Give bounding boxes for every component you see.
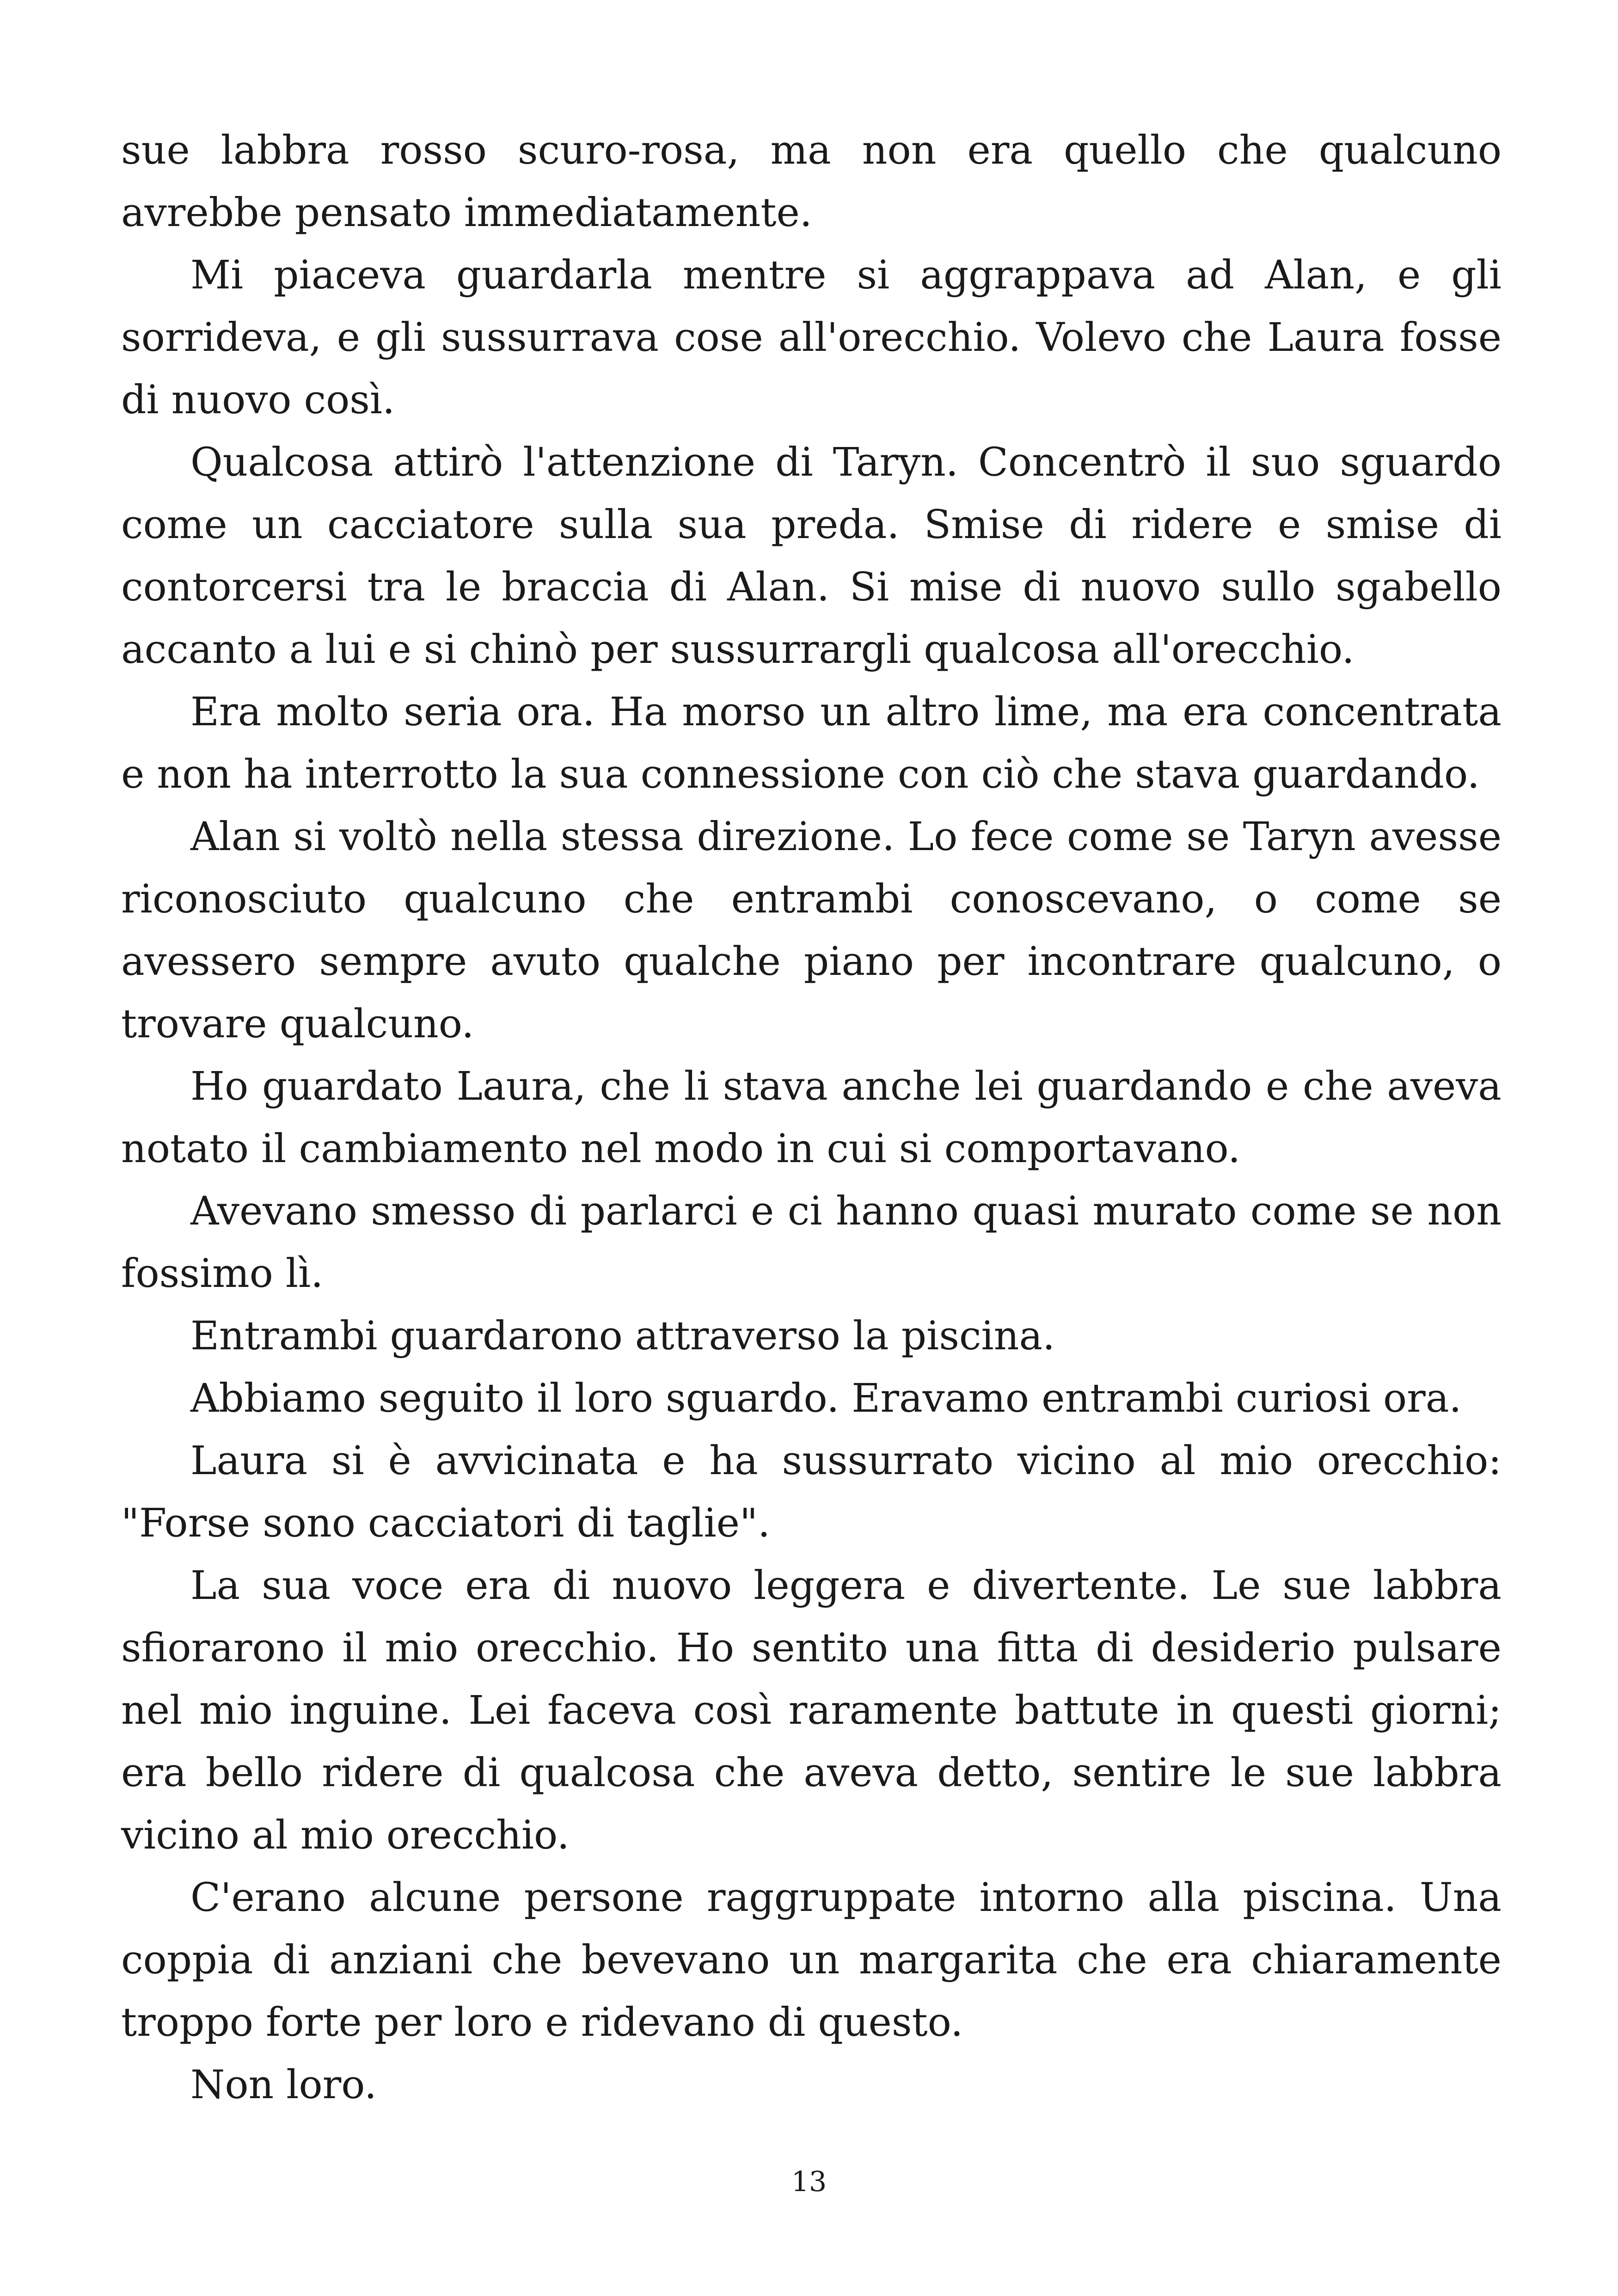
paragraph: Era molto seria ora. Ha morso un altro lime, ma era concentrata e non ha interrotto la sua connessione con ciò che stava guardando. [121, 689, 1502, 797]
paragraph: Non loro. [190, 2062, 377, 2108]
paragraph: Entrambi guardarono attraverso la piscina. [190, 1313, 1055, 1359]
paragraph: Abbiamo seguito il loro sguardo. Eravamo entrambi curiosi ora. [190, 1376, 1462, 1421]
paragraph: Ho guardato Laura, che li stava anche lei guardando e che aveva notato il cambiamento nel modo in cui si comportavano. [121, 1064, 1502, 1172]
paragraph: sue labbra rosso scuro-rosa, ma non era quello che qualcuno avrebbe pensato immediatamente. [121, 128, 1502, 236]
paragraph: Laura si è avvicinata e ha sussurrato vicino al mio orecchio: "Forse sono cacciatori di taglie". [121, 1438, 1502, 1546]
paragraph: C'erano alcune persone raggruppate intorno alla piscina. Una coppia di anziani che bevevano un margarita che era chiaramente troppo forte per loro e ridevano di questo. [121, 1875, 1502, 2045]
paragraph: La sua voce era di nuovo leggera e divertente. Le sue labbra sfiorarono il mio orecchio. Ho sentito una fitta di desiderio pulsare nel mio inguine. Lei faceva così raramente battute in questi giorni; era bello ridere di qualcosa che aveva detto, sentire le sue labbra vicino al mio orecchio. [121, 1563, 1502, 1858]
paragraph: Alan si voltò nella stessa direzione. Lo fece come se Taryn avesse riconosciuto qualcuno che entrambi conoscevano, o come se avessero sempre avuto qualche piano per incontrare qualcuno, o trovare qualcuno. [121, 814, 1502, 1047]
page-body-text [121, 119, 1502, 2116]
paragraph: Mi piaceva guardarla mentre si aggrappava ad Alan, e gli sorrideva, e gli sussurrava cose all'orecchio. Volevo che Laura fosse di nuovo così. [121, 252, 1502, 423]
paragraph: Qualcosa attirò l'attenzione di Taryn. Concentrò il suo sguardo come un cacciatore sulla sua preda. Smise di ridere e smise di contorcersi tra le braccia di Alan. Si mise di nuovo sullo sgabello accanto a lui e si chinò per sussurrargli qualcosa all'orecchio. [121, 440, 1502, 673]
paragraph: Avevano smesso di parlarci e ci hanno quasi murato come se non fossimo lì. [121, 1188, 1502, 1297]
page-number: 13 [791, 2166, 827, 2198]
